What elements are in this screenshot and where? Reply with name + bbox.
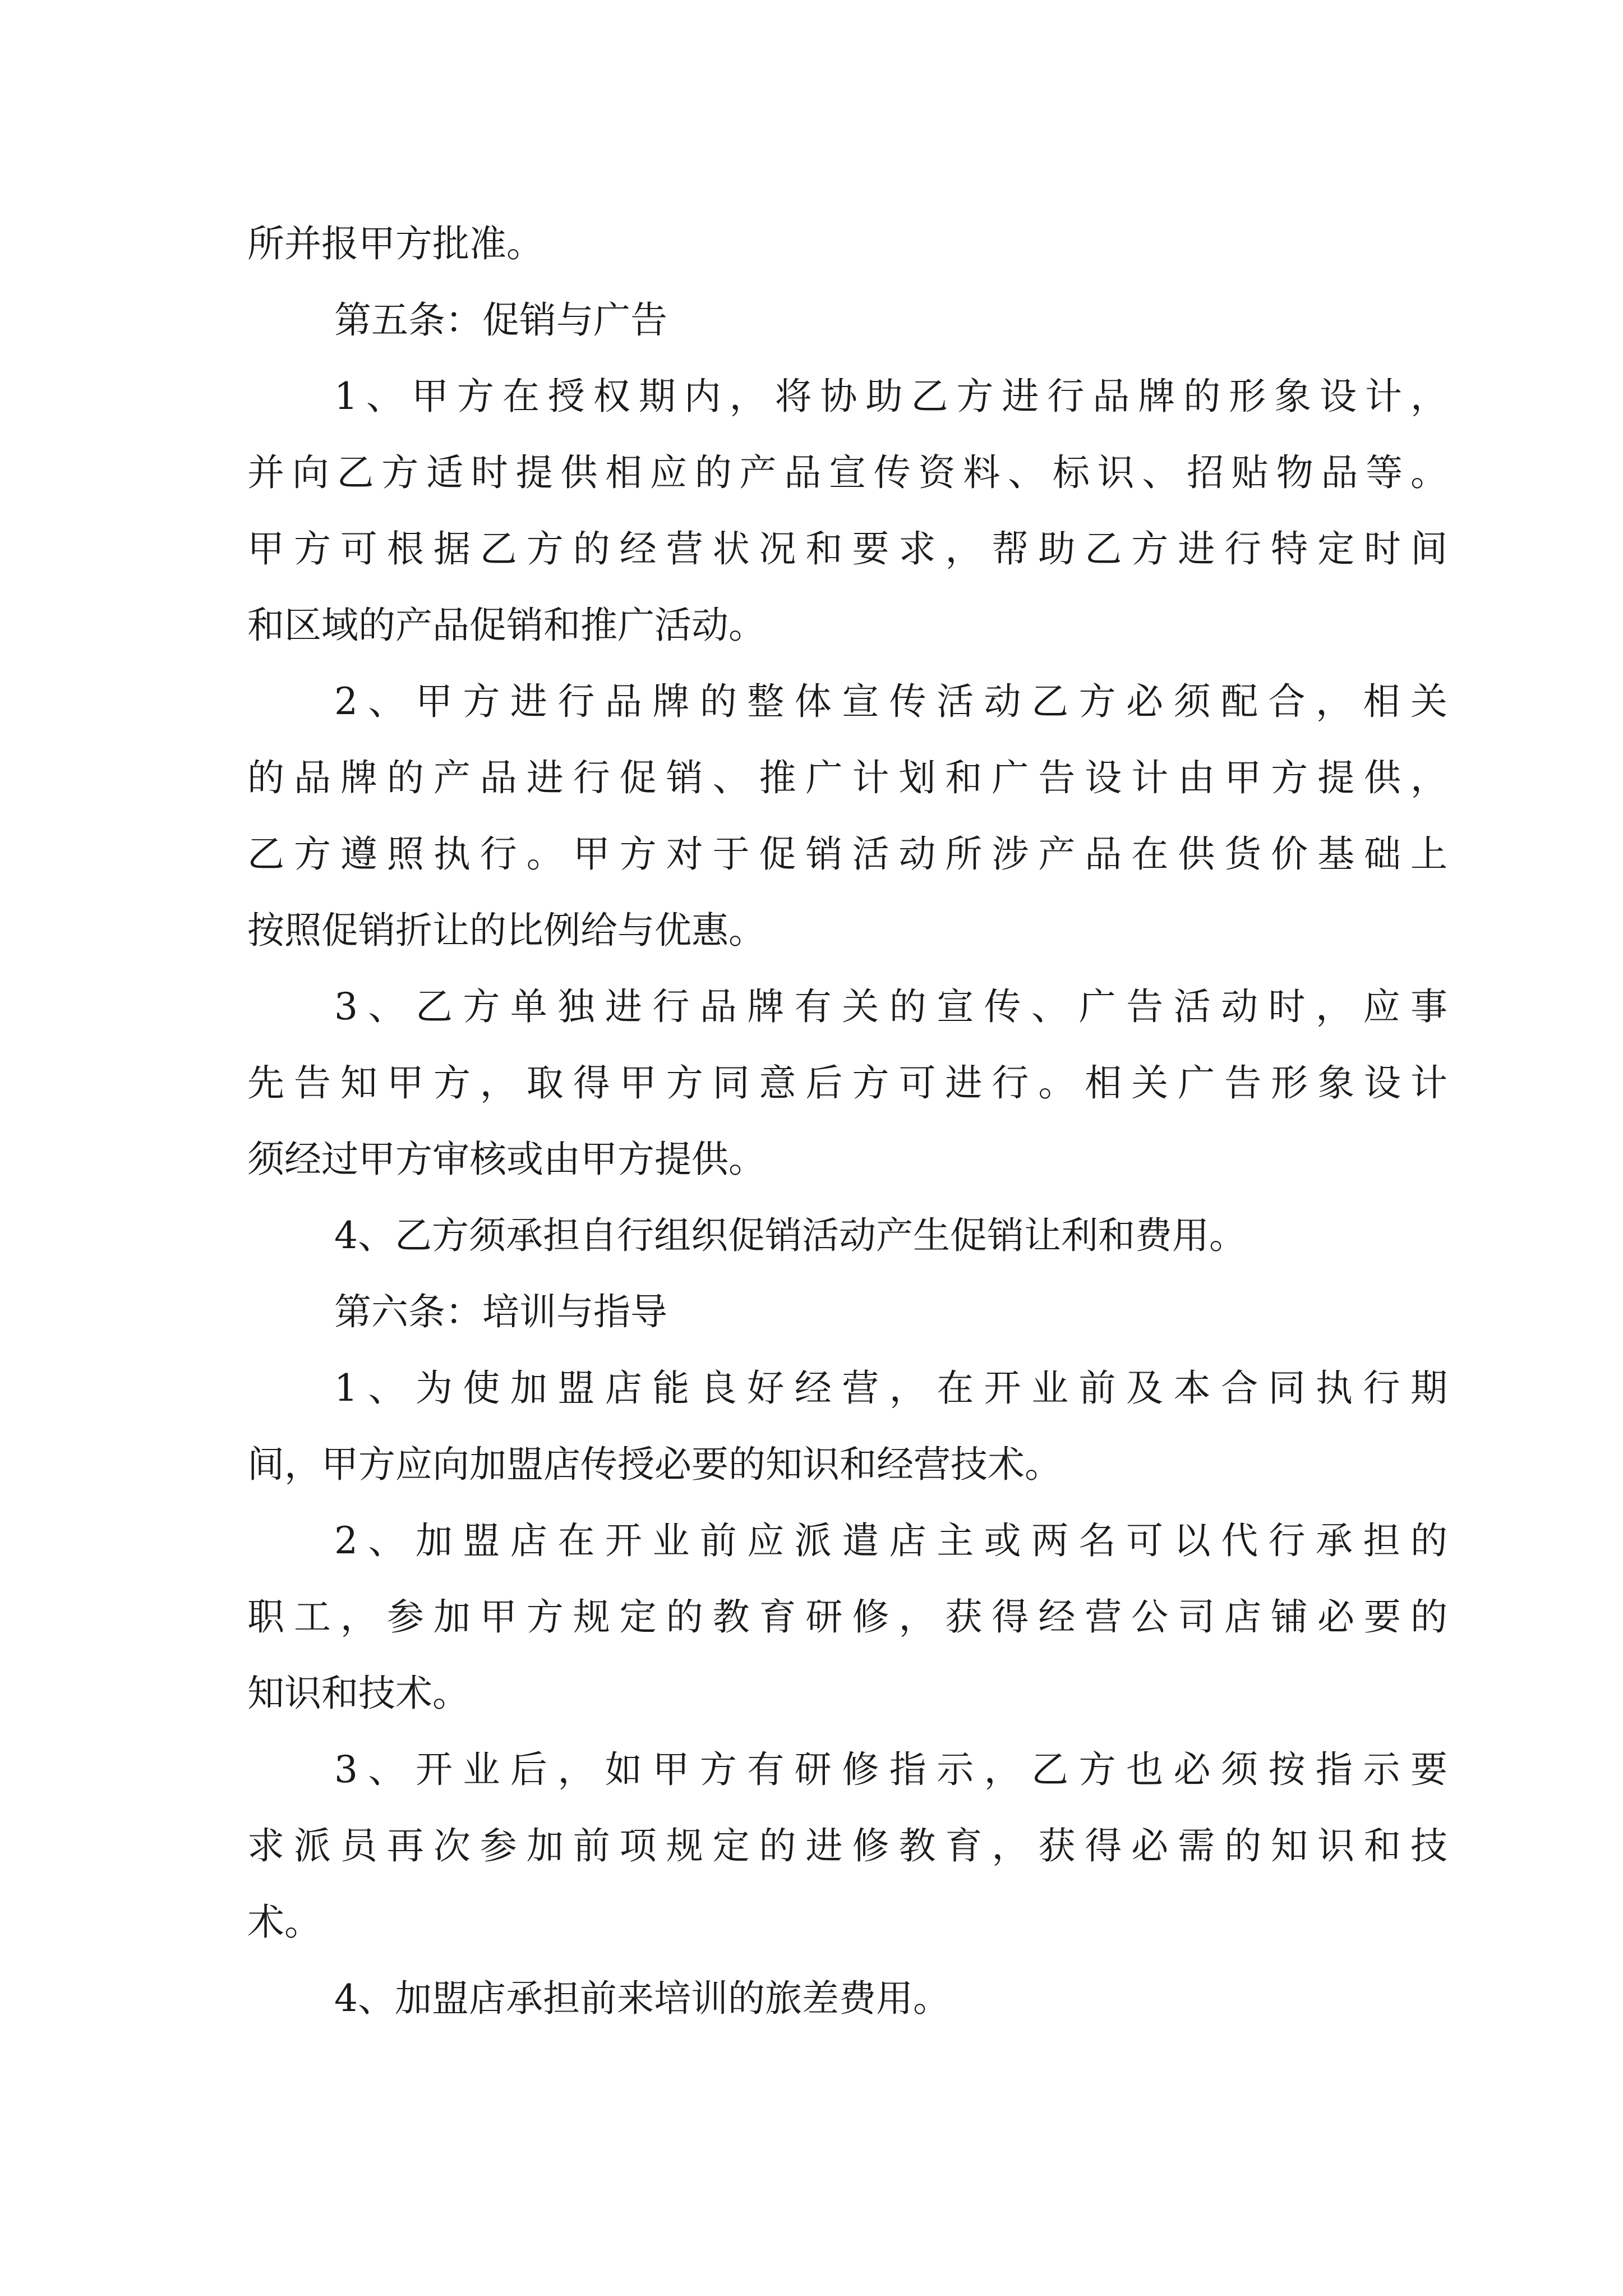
text-line: 间，甲方应向加盟店传授必要的知识和经营技术。 <box>247 1443 1062 1486</box>
text-line: 所并报甲方批准。 <box>247 222 543 265</box>
text-line: 乙方遵照执行。甲方对于促销活动所涉产品在供货价基础上 <box>247 832 1447 876</box>
article-heading: 第六条：培训与指导 <box>334 1290 667 1333</box>
text-line: 和区域的产品促销和推广活动。 <box>247 604 766 647</box>
text-line: 甲方可根据乙方的经营状况和要求，帮助乙方进行特定时间 <box>247 527 1447 570</box>
text-line: 3、乙方单独进行品牌有关的宣传、广告活动时，应事 <box>334 985 1447 1028</box>
text-line: 2、甲方进行品牌的整体宣传活动乙方必须配合，相关 <box>334 680 1447 723</box>
text-line: 须经过甲方审核或由甲方提供。 <box>247 1138 766 1181</box>
text-line: 知识和技术。 <box>247 1672 469 1715</box>
text-line: 4、乙方须承担自行组织促销活动产生促销让利和费用。 <box>334 1214 1246 1257</box>
article-heading: 第五条：促销与广告 <box>334 298 667 342</box>
text-line: 2、加盟店在开业前应派遣店主或两名可以代行承担的 <box>334 1519 1447 1562</box>
text-line: 3、开业后，如甲方有研修指示，乙方也必须按指示要 <box>334 1748 1447 1791</box>
text-line: 先告知甲方，取得甲方同意后方可进行。相关广告形象设计 <box>247 1061 1447 1105</box>
text-line: 4、加盟店承担前来培训的旅差费用。 <box>334 1977 950 2020</box>
text-line: 按照促销折让的比例给与优惠。 <box>247 909 766 952</box>
text-line: 并向乙方适时提供相应的产品宣传资料、标识、招贴物品等。 <box>247 451 1447 494</box>
text-line: 术。 <box>247 1901 321 1944</box>
text-line: 1、甲方在授权期内，将协助乙方进行品牌的形象设计， <box>334 375 1447 418</box>
text-line: 职工，参加甲方规定的教育研修，获得经营公司店铺必要的 <box>247 1595 1447 1639</box>
text-line: 1、为使加盟店能良好经营，在开业前及本合同执行期 <box>334 1366 1447 1410</box>
text-line: 求派员再次参加前项规定的进修教育，获得必需的知识和技 <box>247 1824 1447 1867</box>
text-line: 的品牌的产品进行促销、推广计划和广告设计由甲方提供， <box>247 756 1447 799</box>
